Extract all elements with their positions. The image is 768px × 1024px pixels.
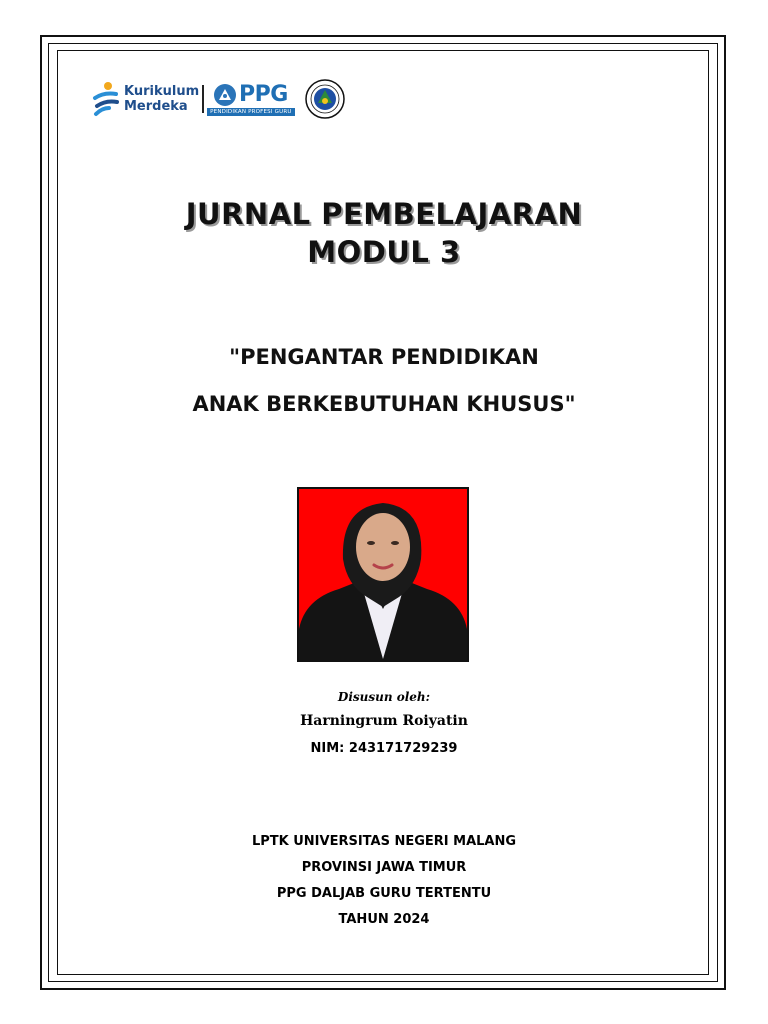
institution-line1: LPTK UNIVERSITAS NEGERI MALANG (251, 834, 517, 849)
kurikulum-merdeka-logo-icon (92, 81, 120, 117)
document-subtitle-line1: "PENGANTAR PENDIDIKAN (229, 345, 539, 369)
tut-wuri-handayani-icon (214, 84, 236, 106)
compiled-by-label: Disusun oleh: (337, 690, 431, 704)
universitas-negeri-malang-seal-icon (305, 79, 345, 119)
institution-line3: PPG DALJAB GURU TERTENTU (276, 886, 492, 901)
author-name: Harningrum Roiyatin (300, 713, 468, 729)
institution-line2: PROVINSI JAWA TIMUR (301, 860, 467, 875)
kurikulum-label: Kurikulum (124, 84, 200, 99)
merdeka-label: Merdeka (124, 99, 188, 114)
document-title-line1: JURNAL PEMBELAJARAN (185, 197, 583, 231)
ppg-subtitle: PENDIDIKAN PROFESI GURU (207, 108, 294, 116)
kurikulum-merdeka-wordmark (124, 84, 199, 114)
ppg-wordmark: PPG (238, 82, 288, 107)
author-nim: NIM: 243171729239 (310, 741, 458, 756)
institution-line4: TAHUN 2024 (338, 912, 430, 927)
logo-divider (202, 85, 204, 113)
header-logos (92, 78, 345, 120)
document-title-line2: MODUL 3 (307, 235, 461, 269)
author-photo (297, 487, 469, 662)
document-subtitle-line2: ANAK BERKEBUTUHAN KHUSUS" (192, 392, 576, 416)
ppg-logo (207, 82, 294, 116)
